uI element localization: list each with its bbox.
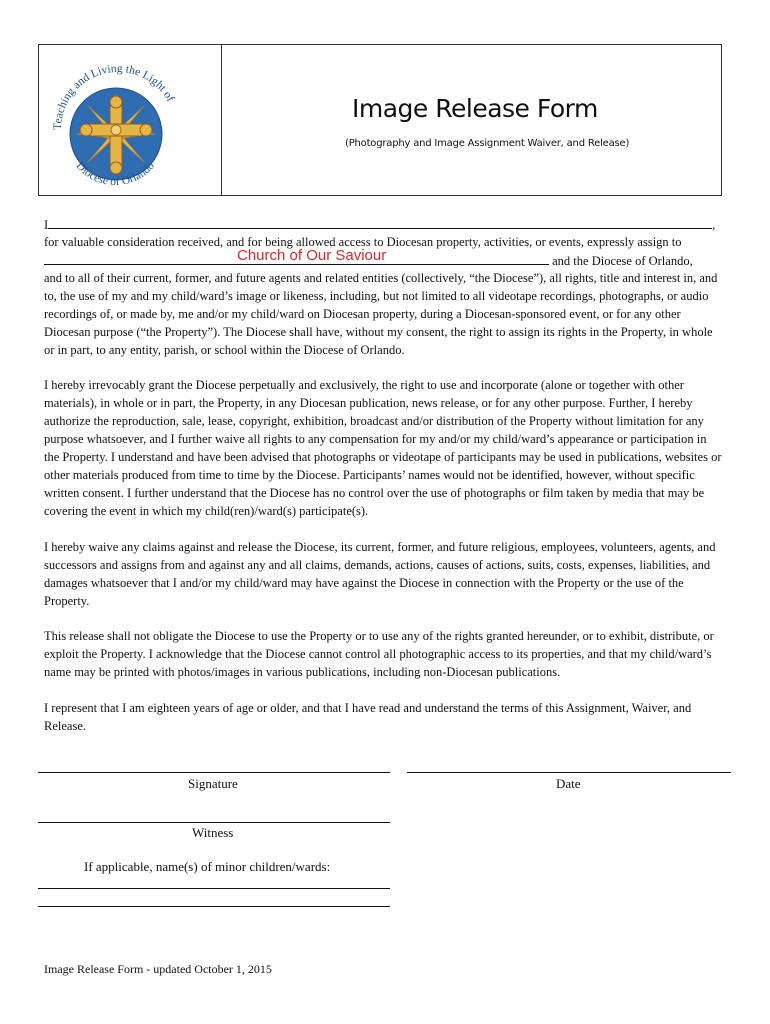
paragraph-assignment: and to all of their current, former, and future agents and related entities (collectively, “the Diocese”), all rights, title and interest in, and to, the use of my and my child/ward’s image or likeness, including, but not limited to all videotape recordings, photographs, or audio recordings of, or made by, me and/or my child/ward on Diocesan property, during a Diocesan-sponsored event, or for any other Diocesan purpose (“the Property”). The Diocese shall have, without my consent, the right to assign its rights in the Property, in whole or in part, to any entity, parish, or school within the Diocese of Orlando. <box>44 271 718 357</box>
name-input[interactable] <box>48 215 712 229</box>
date-input[interactable] <box>407 772 731 773</box>
logo-ring-text-top: Teaching and Living the Light of <box>51 62 177 131</box>
minor-name-input-2[interactable] <box>38 906 390 907</box>
page-title: Image Release Form <box>352 94 598 123</box>
organization-line-suffix: and the Diocese of Orlando, <box>552 254 693 268</box>
witness-label: Witness <box>192 825 234 840</box>
footer-text: Image Release Form - updated October 1, 2015 <box>44 962 272 976</box>
name-line-prefix: I <box>44 218 49 232</box>
paragraph-grant: I hereby irrevocably grant the Diocese perpetually and exclusively, the right to use and incorporate (alone or together with other materials), in whole or in part, the Property, in any Diocesan publication, news release, or for any other purpose. Further, I hereby authorize the reproduction, sale, lease, copyright, exhibition, broadcast and/or distribution of the Property without limitation for any purpose whatsoever, and I further waive all rights to any compensation for my and/or my child/ward’s appearance or participation in the Property. I understand and have been advised that photographs or videotape of participants may be used in publications, websites or other materials produced from time to time by the Diocese. Participants’ names would not be identified, however, without specific written consent. I further understand that the Diocese has no control over the use of photographs or film taken by media that may be covering the event in which my child(ren)/ward(s) participate(s). <box>44 378 722 518</box>
signature-input[interactable] <box>38 772 390 773</box>
header-divider <box>221 45 222 195</box>
paragraph-representation: I represent that I am eighteen years of age or older, and that I have read and understand the terms of this Assignment, Waiver, and Release. <box>44 701 692 733</box>
paragraph-waiver: I hereby waive any claims against and release the Diocese, its current, former, and future religious, employees, volunteers, agents, and successors and assigns from and against any and all claims, demands, actions, causes of actions, suits, costs, expenses, liabilities, and damages whatsoever that I and/or my child/ward may have against the Diocese in connection with the Property or the use of the Property. <box>44 540 716 608</box>
page-subtitle: (Photography and Image Assignment Waiver, and Release) <box>345 138 630 149</box>
paragraph-obligation: This release shall not obligate the Diocese to use the Property or to use any of the rights granted hereunder, or to exhibit, distribute, or exploit the Property. I acknowledge that the Diocese cannot control all photographic access to its properties, and that my child/ward’s name may be printed with photos/images in various publications, including non-Diocesan publications. <box>44 629 714 679</box>
witness-input[interactable] <box>38 822 390 823</box>
organization-value[interactable]: Church of Our Saviour <box>237 247 387 264</box>
name-line <box>44 215 724 234</box>
signature-label: Signature <box>188 776 238 791</box>
date-label: Date <box>556 776 581 791</box>
minors-label: If applicable, name(s) of minor children/wards: <box>84 859 331 874</box>
diocese-seal-icon <box>44 48 184 194</box>
minor-name-input-1[interactable] <box>38 888 390 889</box>
name-line-suffix: , <box>712 218 716 232</box>
diocese-logo <box>44 48 184 194</box>
logo-ring-text-bottom: Diocese of Orlando <box>73 159 157 189</box>
consideration-line: for valuable consideration received, and for being allowed access to Diocesan property, activities, or events, expressly assign to <box>44 235 682 249</box>
